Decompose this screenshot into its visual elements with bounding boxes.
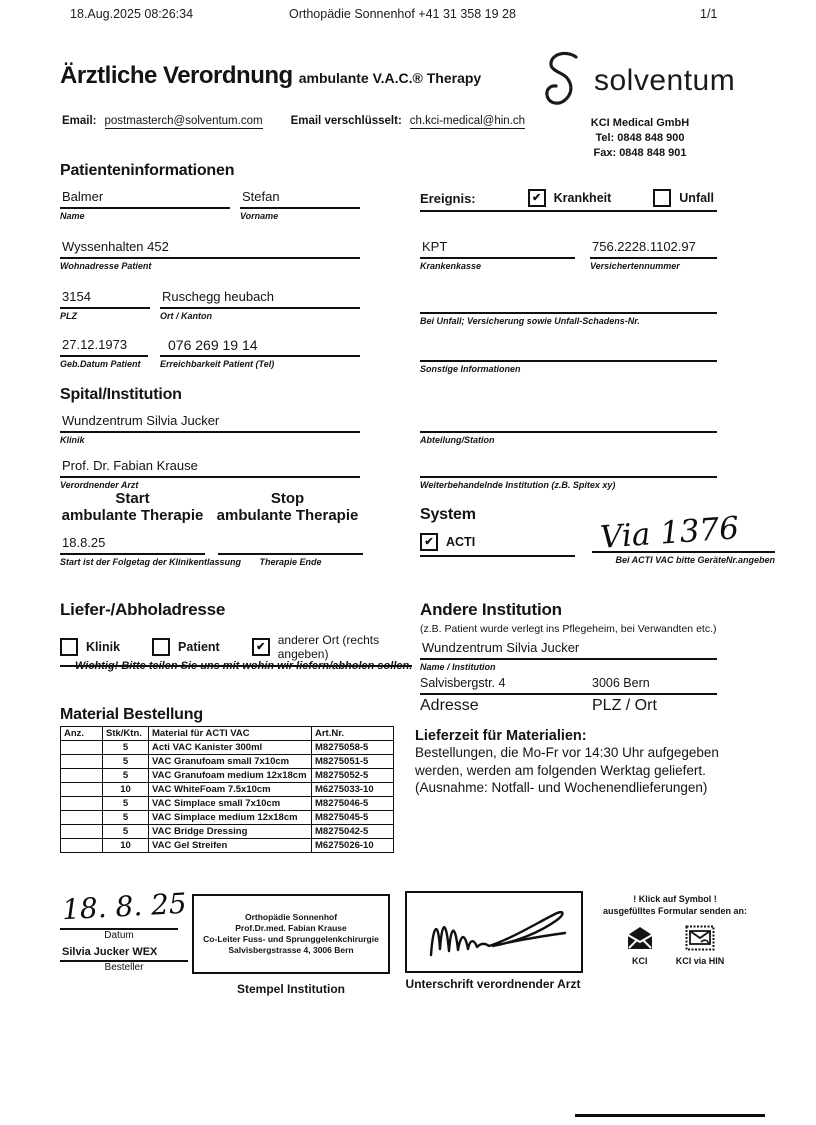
field-sonstige <box>420 342 717 374</box>
andere-adresse-value: Salvisbergstr. 4 <box>420 676 506 690</box>
send-icons-row <box>585 925 765 966</box>
artnr-cell: M6275026-10 <box>312 839 394 853</box>
stop-title-2: ambulante Therapie <box>216 507 359 524</box>
patient-name-label: Name <box>60 211 85 221</box>
artnr-cell: M8275045-5 <box>312 811 394 825</box>
patient-name-value: Balmer <box>60 189 230 209</box>
stop-therapy-heading <box>215 490 360 524</box>
artnr-cell: M8275058-5 <box>312 741 394 755</box>
weiterbehandelnde-label: Weiterbehandelnde Institution (z.B. Spitex xy) <box>420 480 616 490</box>
stk-cell: 10 <box>103 783 149 797</box>
krankheit-checkbox[interactable] <box>528 189 546 207</box>
artnr-cell: M8275042-5 <box>312 825 394 839</box>
device-number-label: Bei ACTI VAC bitte GeräteNr.angeben <box>615 555 775 565</box>
klinik-value: Wundzentrum Silvia Jucker <box>60 413 360 433</box>
col-artnr: Art.Nr. <box>312 727 394 741</box>
krankenkasse-value: KPT <box>420 239 575 259</box>
form-title-row <box>60 62 481 90</box>
patient-plz-value: 3154 <box>60 289 150 309</box>
field-abteilung <box>420 413 717 445</box>
start-therapy-heading <box>60 490 205 524</box>
section-liefer-title: Liefer-/Abholadresse <box>60 600 226 619</box>
start-title-1: Start <box>115 490 150 507</box>
section-andere-institution-title: Andere Institution <box>420 600 562 619</box>
anderer-ort-checkbox[interactable] <box>252 638 270 656</box>
field-vorname <box>240 189 360 221</box>
abteilung-value <box>420 413 717 433</box>
andere-plz-value: 3006 Bern <box>592 676 650 690</box>
company-tel: Tel: 0848 848 900 <box>595 132 685 144</box>
send-hin[interactable] <box>676 925 725 966</box>
stamp-line-2: Prof.Dr.med. Fabian Krause <box>235 923 347 933</box>
stk-cell: 5 <box>103 755 149 769</box>
send-note-1: ! Klick auf Symbol ! <box>633 894 717 904</box>
field-andere-name <box>420 640 717 672</box>
field-name <box>60 189 230 221</box>
unfall-checkbox[interactable] <box>653 189 671 207</box>
signature-label: Unterschrift verordnender Arzt <box>405 977 581 991</box>
table-row <box>61 839 394 853</box>
andere-institution-subtitle: (z.B. Patient wurde verlegt ins Pflegeheim, bei Verwandten etc.) <box>420 623 717 635</box>
material-cell: VAC Bridge Dressing <box>149 825 312 839</box>
material-table <box>60 726 394 853</box>
stamp-line-4: Salvisbergstrasse 4, 3006 Bern <box>228 945 354 955</box>
table-row <box>61 783 394 797</box>
signature-icon <box>407 893 581 971</box>
signature-box <box>405 891 583 973</box>
material-cell: VAC Granufoam small 7x10cm <box>149 755 312 769</box>
fax-sender: Orthopädie Sonnenhof +41 31 358 19 28 <box>289 7 516 21</box>
patient-vorname-value: Stefan <box>240 189 360 209</box>
send-kci[interactable] <box>626 925 654 966</box>
col-material: Material für ACTI VAC <box>149 727 312 741</box>
material-cell: VAC WhiteFoam 7.5x10cm <box>149 783 312 797</box>
anz-cell[interactable] <box>61 755 103 769</box>
stamp-line-1: Orthopädie Sonnenhof <box>244 912 338 922</box>
versicherten-label: Versichertennummer <box>590 261 680 271</box>
field-stop-date <box>218 535 363 567</box>
page-subtitle: ambulante V.A.C.® Therapy <box>298 70 482 86</box>
sonstige-value <box>420 342 717 362</box>
hin-envelope-icon[interactable] <box>685 925 715 951</box>
anz-cell[interactable] <box>61 783 103 797</box>
datum-handwriting: 18. 8. 25 <box>61 886 188 927</box>
anz-cell[interactable] <box>61 811 103 825</box>
klinik-label: Klinik <box>60 435 85 445</box>
send-form-block <box>585 893 765 966</box>
unfall-nr-label: Bei Unfall; Versicherung sowie Unfall-Schadens-Nr. <box>420 316 640 326</box>
anz-cell[interactable] <box>61 741 103 755</box>
field-krankenkasse <box>420 239 575 271</box>
table-row <box>61 811 394 825</box>
fax-page-count: 1/1 <box>700 7 718 21</box>
company-fax: Fax: 0848 848 901 <box>593 147 687 159</box>
send-note-2: ausgefülltes Formular senden an: <box>602 906 748 916</box>
col-stk: Stk/Ktn. <box>103 727 149 741</box>
artnr-cell: M8275051-5 <box>312 755 394 769</box>
start-title-2: ambulante Therapie <box>61 507 204 524</box>
stamp-label: Stempel Institution <box>237 982 345 996</box>
stk-cell: 10 <box>103 839 149 853</box>
unfall-nr-value <box>420 294 717 314</box>
stk-cell: 5 <box>103 825 149 839</box>
company-info <box>560 116 720 161</box>
field-gebdatum <box>60 337 148 369</box>
patient-ort-value: Ruschegg heubach <box>160 289 360 309</box>
fax-timestamp: 18.Aug.2025 08:26:34 <box>70 7 194 21</box>
field-ort <box>160 289 360 321</box>
ereignis-label: Ereignis: <box>420 190 476 206</box>
stk-cell: 5 <box>103 797 149 811</box>
field-wohnadresse <box>60 239 360 271</box>
table-row <box>61 755 394 769</box>
field-unfall-nr <box>420 294 717 326</box>
field-besteller <box>60 946 188 973</box>
section-spital-title: Spital/Institution <box>60 386 182 403</box>
patient-geb-label: Geb.Datum Patient <box>60 359 141 369</box>
material-cell: VAC Simplace medium 12x18cm <box>149 811 312 825</box>
acti-checkbox[interactable] <box>420 533 438 551</box>
besteller-value: Silvia Jucker WEX <box>60 946 188 962</box>
field-ereignis <box>420 189 717 212</box>
klinik-checkbox[interactable] <box>60 638 78 656</box>
acti-label: ACTI <box>446 535 476 549</box>
krankenkasse-label: Krankenkasse <box>420 261 482 271</box>
artnr-cell: M8275046-5 <box>312 797 394 811</box>
andere-name-label: Name / Institution <box>420 662 496 672</box>
start-date-value: 18.8.25 <box>60 535 205 555</box>
field-arzt <box>60 458 360 490</box>
field-weiterbehandelnde <box>420 458 717 490</box>
krankheit-label: Krankheit <box>553 191 612 205</box>
patient-address-label: Wohnadresse Patient <box>60 261 152 271</box>
stop-title-1: Stop <box>270 490 305 507</box>
stk-cell: 5 <box>103 741 149 755</box>
scan-artifact-line <box>575 1114 765 1117</box>
patient-geb-value: 27.12.1973 <box>60 337 148 357</box>
sonstige-label: Sonstige Informationen <box>420 364 521 374</box>
institution-stamp <box>192 894 390 974</box>
field-system-acti <box>420 533 575 557</box>
material-cell: VAC Simplace small 7x10cm <box>149 797 312 811</box>
weiterbehandelnde-value <box>420 458 717 478</box>
solventum-logo <box>540 48 735 113</box>
page-title: Ärztliche Verordnung <box>60 62 293 89</box>
patient-ort-label: Ort / Kanton <box>160 311 212 321</box>
table-row <box>61 741 394 755</box>
stamp-line-3: Co-Leiter Fuss- und Sprunggelenkchirurgie <box>203 934 379 944</box>
logo-wordmark: solventum <box>594 63 736 97</box>
table-row <box>61 797 394 811</box>
lieferzeit-line1: Bestellungen, die Mo-Fr vor 14:30 Uhr aufgegeben <box>415 745 719 760</box>
stk-cell: 5 <box>103 811 149 825</box>
lieferzeit-block <box>415 728 785 797</box>
table-row <box>61 769 394 783</box>
lieferzeit-line3: (Ausnahme: Notfall- und Wochenendlieferungen) <box>415 780 708 795</box>
kci-envelope-icon[interactable] <box>626 925 654 951</box>
material-header-row <box>61 727 394 741</box>
stop-date-label: Therapie Ende <box>259 557 322 567</box>
patient-address-value: Wyssenhalten 452 <box>60 239 360 259</box>
patient-tel-label: Erreichbarkeit Patient (Tel) <box>160 359 275 369</box>
send-hin-label: KCI via HIN <box>675 956 725 966</box>
field-klinik <box>60 413 360 445</box>
anz-cell[interactable] <box>61 769 103 783</box>
field-versichertennummer <box>590 239 717 271</box>
field-andere-adresse <box>420 676 717 715</box>
andere-plz-label: PLZ / Ort <box>592 697 657 714</box>
liefer-patient-label: Patient <box>178 640 220 654</box>
section-system-title: System <box>420 506 476 523</box>
email-link[interactable]: postmasterch@solventum.com <box>104 115 263 127</box>
anz-cell[interactable] <box>61 825 103 839</box>
send-kci-label: KCI <box>631 956 648 966</box>
section-patient-title: Patienteninformationen <box>60 162 235 179</box>
email-encrypted-link[interactable]: ch.kci-medical@hin.ch <box>409 115 526 127</box>
abteilung-label: Abteilung/Station <box>420 435 495 445</box>
besteller-label: Besteller <box>104 962 144 973</box>
device-number-line <box>592 533 775 553</box>
email-encrypted-label: Email verschlüsselt: <box>290 115 402 127</box>
start-date-label: Start ist der Folgetag der Klinikentlassung <box>60 557 242 567</box>
stk-cell: 5 <box>103 769 149 783</box>
unfall-label: Unfall <box>679 191 715 205</box>
field-patient-tel <box>160 337 360 369</box>
material-cell: VAC Gel Streifen <box>149 839 312 853</box>
patient-tel-value: 076 269 19 14 <box>160 337 360 357</box>
solventum-s-icon <box>540 48 586 113</box>
material-cell: VAC Granufoam medium 12x18cm <box>149 769 312 783</box>
liefer-note: Wichtig! Bitte teilen Sie uns mit wohin wir liefern/abholen sollen. <box>75 660 413 672</box>
company-name: KCI Medical GmbH <box>590 117 690 129</box>
andere-adresse-label: Adresse <box>420 697 479 714</box>
liefer-anderer-ort-label: anderer Ort (rechts angeben) <box>277 633 380 661</box>
datum-label: Datum <box>104 930 134 941</box>
arzt-label: Verordnender Arzt <box>60 480 139 490</box>
anz-cell[interactable] <box>61 797 103 811</box>
artnr-cell: M6275033-10 <box>312 783 394 797</box>
device-number-handwriting: Via 1376 <box>598 510 741 556</box>
email-row <box>62 115 553 129</box>
patient-plz-label: PLZ <box>60 311 77 321</box>
andere-name-value: Wundzentrum Silvia Jucker <box>420 640 717 660</box>
artnr-cell: M8275052-5 <box>312 769 394 783</box>
lieferzeit-title: Lieferzeit für Materialien: <box>415 728 587 744</box>
col-anz: Anz. <box>61 727 103 741</box>
datum-line <box>60 928 178 941</box>
material-cell: Acti VAC Kanister 300ml <box>149 741 312 755</box>
section-material-title: Material Bestellung <box>60 706 203 723</box>
field-plz <box>60 289 150 321</box>
patient-vorname-label: Vorname <box>240 211 279 221</box>
stop-date-value <box>218 535 363 555</box>
email-label: Email: <box>62 115 97 127</box>
patient-checkbox[interactable] <box>152 638 170 656</box>
field-start-date <box>60 535 242 567</box>
versicherten-value: 756.2228.1102.97 <box>590 239 717 259</box>
anz-cell[interactable] <box>61 839 103 853</box>
liefer-klinik-label: Klinik <box>86 640 121 654</box>
table-row <box>61 825 394 839</box>
lieferzeit-line2: werden, werden am folgenden Werktag geliefert. <box>415 762 706 778</box>
field-device-number <box>592 533 775 565</box>
arzt-value: Prof. Dr. Fabian Krause <box>60 458 360 478</box>
